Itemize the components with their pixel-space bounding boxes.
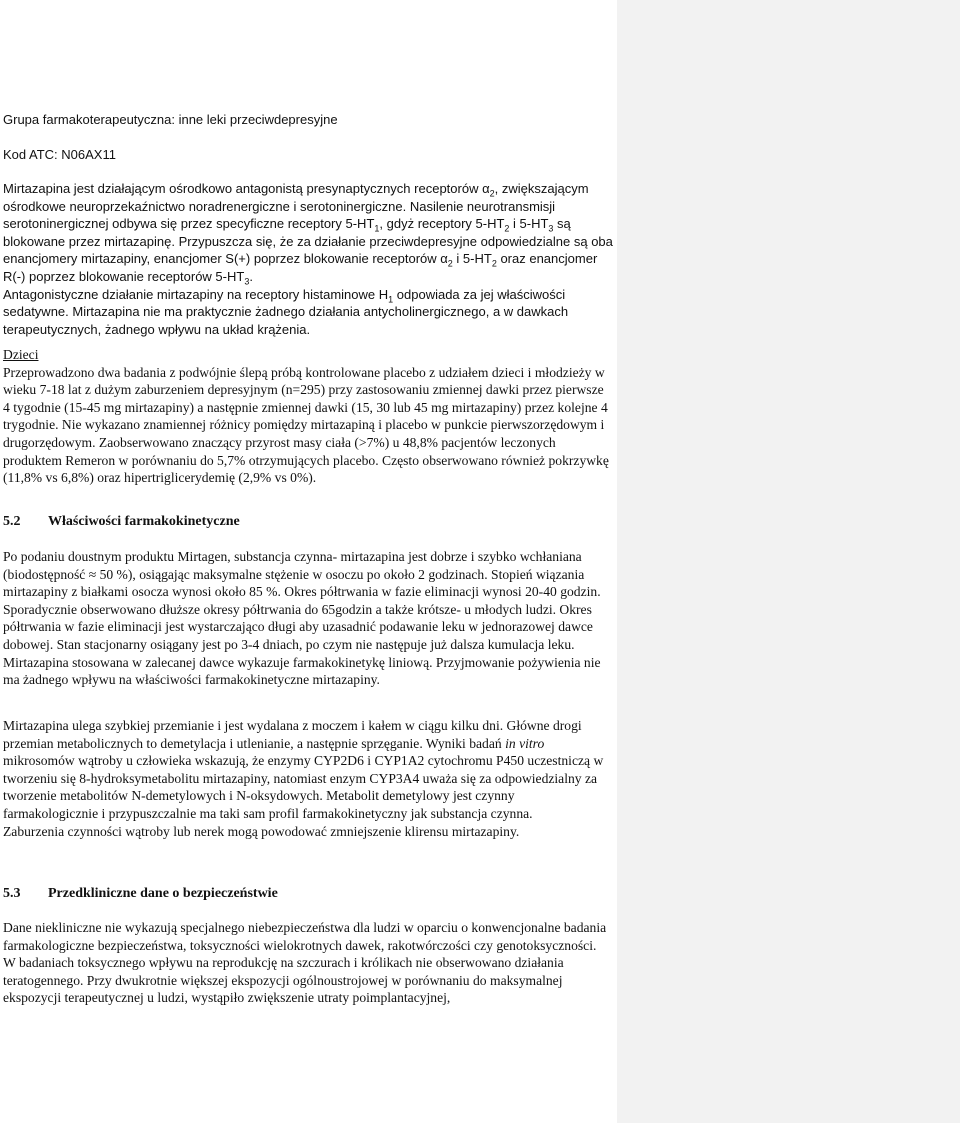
pd-text-10: Antagonistyczne działanie mirtazapiny na receptory histaminowe H [3,286,389,302]
pd-sub-1: 2 [489,188,495,199]
pd-sub-6: 2 [447,258,453,269]
section-5-3-p2-text: W badaniach toksycznego wpływu na reprodukcję na szczurach i królikach nie obserwowano działania teratogennego. Przy dwukrotnie większej ekspozycji ogólnoustrojowej w porównaniu do maksymalnej ekspozycji terapeutycznej u ludzi, wystąpiło zwiększenie utraty poimplantacyjnej, [3,955,564,1006]
pd-text-4: i 5-HT [509,216,549,232]
section-5-2-p1-text: Po podaniu doustnym produktu Mirtagen, substancja czynna- mirtazapina jest dobrze i szybko wchłaniana (biodostępność ≈ 50 %), osiągając maksymalne stężenie w osoczu po około 2 godzinach. Stopień wiązania mirtazapiny z białkami osocza wynosi około 85 %. Okres półtrwania w fazie eliminacji wynosi 20-40 godzin. Sporadycznie obserwowano dłuższe okresy półtrwania do 65godzin a także krótsze- u młodych ludzi. Okres półtrwania w fazie eliminacji jest wystarczająco długi aby uzasadnić podawanie leku w jednorazowej dawce dobowej. Stan stacjonarny osiągany jest po 3-4 dniach, po czym nie następuje już dalsza kumulacja leku. Mirtazapina stosowana w zalecanej dawce wykazuje farmakokinetykę liniową. Przyjmowanie pożywienia nie ma żadnego wpływu na właściwości farmakokinetyczne mirtazapiny. [3,549,601,688]
pd-sub-3: 2 [504,223,510,234]
pd-sub-4: 3 [548,223,554,234]
section-5-2-p3-text: Zaburzenia czynności wątroby lub nerek mogą powodować zmniejszenie klirensu mirtazapiny. [3,823,520,839]
pd-text-1: Mirtazapina jest działającym ośrodkowo antagonistą presynaptycznych receptorów α [3,181,490,196]
section-5-3-title: Przedkliniczne dane o bezpieczeństwie [48,886,278,901]
children-title: Dzieci [3,347,39,362]
pd-text-3: , gdyż receptory 5-HT [379,216,505,232]
group-line-text: Grupa farmakoterapeutyczna: inne leki przeciwdepresyjne [3,112,338,127]
section-5-2-p2a-text: Mirtazapina ulega szybkiej przemianie i jest wydalana z moczem i kałem w ciągu kilku dni. Główne drogi przemian metabolicznych to demetylacja i utlenianie, a następnie sprzęganie. Wyniki badań [3,718,582,751]
pd-text-12: Mirtazapina nie ma praktycznie żadnego działania antycholinergicznego, a w dawkach terapeutycznych, żadnego wpływu na układ krążenia. [3,304,569,337]
pd-text-8: oraz enancjomer R(-) poprzez blokowanie receptorów 5-HT [3,251,598,284]
section-5-3-number: 5.3 [3,886,21,901]
pharmacodynamics-paragraph [3,180,613,338]
pd-text-5: są blokowane przez mirtazapinę. [3,216,571,249]
section-5-2-number: 5.2 [3,514,21,529]
pd-sub-7: 2 [491,258,497,269]
pd-text-7: i 5-HT [452,251,492,267]
section-5-2-paragraph-1 [3,548,613,689]
section-5-2-heading [3,514,240,530]
section-5-3-heading [3,886,278,902]
pd-sub-8: 3 [244,276,250,287]
pharmacotherapeutic-group [3,111,613,129]
section-5-3-paragraph-1 [3,919,613,1007]
children-text: Przeprowadzono dwa badania z podwójnie ślepą próbą kontrolowane placebo z udziałem dzieci i młodzieży w wieku 7-18 lat z dużym zaburzeniem depresyjnym (n=295) przy zastosowaniu zmiennej dawki przez pierwsze 4 tygodnie (15-45 mg mirtazapiny) a następnie zmiennej dawki (15, 30 lub 45 mg mirtazapiny) przez kolejne 4 trygodnie. Nie wykazano znamiennej różnicy pomiędzy mirtazapiną i placebo w punkcie pierwszorzędowym i drugorzędowym. Zaobserwowano znaczący przyrost masy ciała (>7%) u 48,8% pacjentów leczonych produktem Remeron w porównaniu do 5,7% otrzymujących placebo. Często obserwowano również pokrzywkę (11,8% vs 6,8%) oraz hipertriglicerydemię (2,9% vs 0%). [3,364,609,486]
section-5-2-paragraph-2 [3,717,613,840]
atc-code [3,146,613,164]
section-5-2-p2b-text: mikrosomów wątroby u człowieka wskazują, że enzymy CYP2D6 i CYP1A2 cytochromu P450 uczestniczą w tworzeniu się 8-hydroksymetabolitu mirtazapiny, natomiast enzym CYP3A4 uważa się za odpowiedzialny za tworzenie metabolitów N-demetylowych i N-oksydowych. Metabolit demetylowy jest czynny farmakologicznie i przypuszczalnie ma taki sam profil farmakokinetyczny jak substancja czynna. [3,753,604,821]
pd-text-11: odpowiada za jej właściwości sedatywne. [3,286,566,320]
section-5-2-title: Właściwości farmakokinetyczne [48,514,240,529]
pd-text-2: , zwiększającym ośrodkowe neuroprzekaźnictwo noradrenergiczne i serotoninergiczne. Nasilenie neurotransmisji serotoninergicznej odbywa się przez specyficzne receptory 5-HT [3,181,589,232]
in-vitro-italic: in vitro [505,735,545,751]
pd-text-9: . [249,268,253,284]
pd-text-6: Przypuszcza się, że za działanie przeciwdepresyjne odpowiedzialne są oba enancjomery mirtazapiny, enancjomer S(+) poprzez blokowanie receptorów α [3,233,613,267]
pd-sub-2: 1 [374,223,380,234]
comment-margin-pane [617,0,960,1123]
pd-sub-10: 1 [388,294,394,305]
atc-line-text: Kod ATC: N06AX11 [3,147,116,162]
section-5-3-p1-text: Dane niekliniczne nie wykazują specjalnego niebezpieczeństwa dla ludzi w oparciu o konwencjonalne badania farmakologiczne bezpieczeństwa, toksyczności wielokrotnych dawek, rakotwórczości czy genotoksyczności. [3,920,607,953]
children-section [3,346,613,487]
